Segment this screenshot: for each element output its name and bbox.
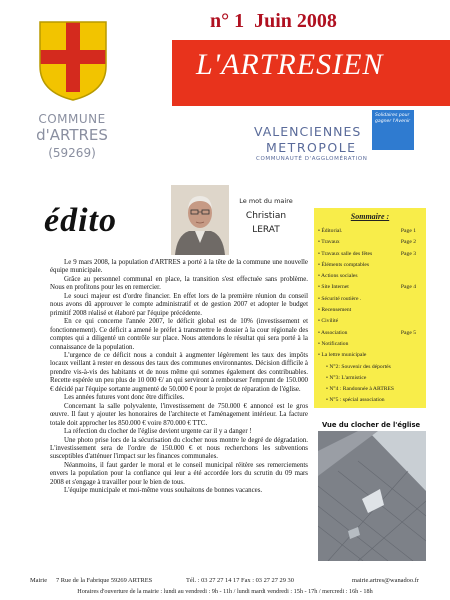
sommaire-item — [318, 260, 424, 271]
sommaire-item-label: • Recensement — [318, 307, 352, 314]
sommaire-item — [318, 362, 424, 373]
mayor-caption: Le mot du maire — [239, 197, 293, 205]
sommaire-list — [318, 226, 424, 407]
mayor-photo — [171, 185, 229, 255]
sommaire-item — [318, 395, 424, 406]
sommaire-item-page: Page 5 — [400, 329, 416, 336]
partner-slogan: Solidaires pour gagner l'Avenir — [375, 113, 411, 124]
sommaire-item — [318, 350, 424, 361]
sommaire-item-label: • Site Internet — [318, 284, 349, 291]
sommaire-title: Sommaire : — [350, 212, 390, 221]
edito-paragraph: En ce qui concerne l'année 2007, le déficit global est de 10% (investissement et fonctionnement). Ce déficit a amené le préfet à transmettre le dossier à la cour régionale des comptes qui a diligenté un contrôle sur place. Nous attendons le résultat qui sera porté à la connaissance de la population. — [50, 318, 308, 351]
edito-paragraph: Les années futures vont donc être difficiles. — [64, 394, 185, 402]
edito-paragraph: Le 9 mars 2008, la population d'ARTRES a porté à la tête de la commune une nouvelle équipe municipale. — [50, 259, 308, 275]
edito-paragraph: L'équipe municipale et moi-même vous souhaitons de bonnes vacances. — [64, 487, 263, 495]
edito-paragraph: Grâce au personnel communal en place, la transition s'est effectuée sans problème. Nous en profitons pour les en remercier. — [50, 275, 308, 292]
sommaire-item-label: • N°2: Souvenir des déportés — [326, 363, 391, 370]
newsletter-title: L'ARTRESIEN — [196, 48, 384, 81]
edito-paragraph: La réfection du clocher de l'église devient urgente car il y a danger ! — [64, 428, 252, 436]
sommaire-item-label: • Sécurité routière . — [318, 295, 362, 302]
sommaire-item-label: • Association — [318, 329, 348, 336]
mayor-last-name: LERAT — [252, 225, 280, 235]
footer-address: 7 Rue de la Fabrique 59269 ARTRES — [56, 577, 153, 584]
edito-body — [50, 259, 308, 496]
issue-number: n° 1 — [210, 10, 245, 32]
sommaire-item-label: • N°4 : Randonnée à ARTRES — [326, 386, 395, 393]
sommaire-item — [318, 249, 424, 260]
sommaire-item-label: • Actions sociales — [318, 273, 358, 280]
partner-name-line2: METROPOLE — [266, 140, 357, 155]
sommaire-item — [318, 294, 424, 305]
sommaire-item-label: • La lettre municipale — [318, 352, 367, 359]
sommaire-item-page: Page 3 — [400, 250, 416, 257]
footer-label: Mairie — [30, 577, 48, 584]
sommaire-item-page: Page 1 — [400, 228, 416, 234]
mayor-first-name: Christian — [245, 211, 287, 221]
sommaire-item — [318, 384, 424, 395]
footer-email[interactable]: mairie.artres@wanadoo.fr — [352, 577, 419, 584]
issue-header — [210, 10, 347, 33]
sommaire-item — [318, 339, 424, 350]
sommaire-item-label: • N°5 : spécial association — [326, 397, 385, 404]
sommaire-item-label: • Travaux salle des fêtes — [318, 250, 373, 257]
church-tower-photo — [318, 431, 426, 561]
sommaire-item — [318, 271, 424, 282]
commune-crest-logo — [38, 20, 108, 102]
footer-hours: Horaires d'ouverture de la mairie : lundi au vendredi : 9h - 11h / lundi mardi vendredi : 15h - 17h / mercredi : 16h - 18h — [77, 588, 373, 595]
partner-name-line1: VALENCIENNES — [254, 124, 362, 139]
sommaire-item-page: Page 4 — [400, 284, 416, 291]
sommaire-item-label: • Notification — [318, 340, 349, 347]
sommaire-item-label: • Éléments comptables — [318, 261, 370, 268]
edito-paragraph: L'urgence de ce déficit nous a conduit à augmenter légèrement les taux des impôts locaux veillant à rester en dessous des taux des communes environnantes. Décision difficile à prendre vis-à-vis des habitants et de nous même qui sommes également des contribuables. Recette espérée un peu plus de 10 000 €/ an qui serviront à rembourser l'emprunt de 150.000 € décidé par l'équipe sortante augmenté de 50.000 € pour le projet de réparation de l'église. — [50, 351, 308, 393]
commune-postcode: (59269) — [48, 146, 96, 160]
edito-paragraph: Le souci majeur est d'ordre financier. En effet lors de la première réunion du conseil nous avons dû approuver le compte administratif et de gestion 2007 et adopter le budget primitif 2008 réalisé et élaboré par l'équipe précédente. — [50, 292, 308, 317]
sommaire-item — [318, 305, 424, 316]
sommaire-item-page: Page 2 — [400, 239, 416, 246]
sommaire-item — [318, 237, 424, 248]
sommaire-item — [318, 282, 424, 293]
footer-phone: Tél. : 03 27 27 14 17 Fax : 03 27 27 29 30 — [186, 577, 294, 584]
commune-name: d'ARTRES — [36, 126, 108, 144]
commune-word: COMMUNE — [38, 112, 106, 126]
sommaire-item — [318, 316, 424, 327]
sommaire-item-label: • N°3: L'armistice — [326, 374, 367, 381]
edito-title: édito — [44, 202, 117, 239]
partner-name-line3: COMMUNAUTÉ D'AGGLOMÉRATION — [256, 156, 368, 162]
sommaire-item-label: • Civilité — [318, 318, 339, 325]
edito-paragraph: Néanmoins, il faut garder le moral et le conseil municipal réitère ses remerciements envers la population pour la confiance qui leur a été accordée lors du scrutin du 09 mars 2008 et s'engage à travailler pour le bien de tous. — [50, 461, 308, 486]
issue-date: Juin 2008 — [254, 10, 337, 32]
edito-paragraph: Concernant la salle polyvalente, l'investissement de 750.000 € annoncé est le gros œuvre. Il faut y ajouter les honoraires de l'architecte et l'aménagement intérieur. La facture totale doit approcher les 850.000 € voire 870.000 € TTC. — [50, 402, 308, 427]
sommaire-item — [318, 328, 424, 339]
clocher-caption: Vue du clocher de l'église — [322, 421, 421, 429]
sommaire-item — [318, 373, 424, 384]
edito-paragraph: Une photo prise lors de la sécurisation du clocher nous montre le degré de dégradation. L'investissement sera de l'ordre de 150.000 € et nous recherchons les subventions susceptibles d'atténuer l'impact sur les finances communales. — [50, 436, 308, 461]
sommaire-item-label: • Éditorial. — [318, 228, 343, 234]
sommaire-item-label: • Travaux — [318, 239, 340, 246]
sommaire-item — [318, 226, 424, 237]
